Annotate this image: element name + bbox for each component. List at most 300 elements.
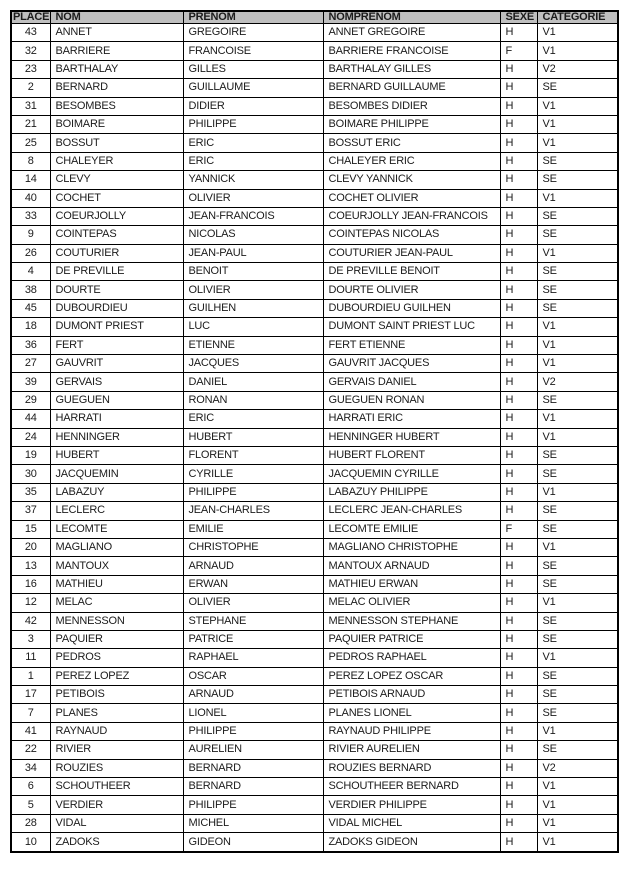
cell-sexe: H (500, 446, 537, 464)
cell-place: 36 (11, 336, 50, 354)
cell-place: 2 (11, 79, 50, 97)
cell-categorie: SE (537, 299, 618, 317)
cell-categorie: V1 (537, 538, 618, 556)
cell-categorie: SE (537, 281, 618, 299)
cell-prenom: BENOIT (183, 263, 323, 281)
cell-place: 30 (11, 465, 50, 483)
cell-sexe: H (500, 115, 537, 133)
cell-place: 19 (11, 446, 50, 464)
cell-nom: GERVAIS (50, 373, 183, 391)
cell-prenom: BERNARD (183, 778, 323, 796)
cell-categorie: SE (537, 557, 618, 575)
cell-nom: MANTOUX (50, 557, 183, 575)
table-row (11, 207, 618, 225)
cell-place: 1 (11, 667, 50, 685)
cell-categorie: SE (537, 171, 618, 189)
cell-place: 32 (11, 42, 50, 60)
table-row (11, 299, 618, 317)
table-row (11, 24, 618, 42)
cell-categorie: SE (537, 263, 618, 281)
cell-sexe: H (500, 281, 537, 299)
cell-nomprenom: ZADOKS GIDEON (323, 833, 500, 852)
table-row (11, 538, 618, 556)
cell-categorie: V2 (537, 373, 618, 391)
cell-prenom: ARNAUD (183, 557, 323, 575)
cell-place: 8 (11, 152, 50, 170)
cell-place: 43 (11, 24, 50, 42)
cell-categorie: SE (537, 226, 618, 244)
table-row (11, 704, 618, 722)
cell-categorie: SE (537, 704, 618, 722)
cell-place: 38 (11, 281, 50, 299)
cell-prenom: AURELIEN (183, 741, 323, 759)
column-header-categorie: CATEGORIE (537, 11, 618, 24)
cell-nom: PETIBOIS (50, 686, 183, 704)
cell-categorie: SE (537, 630, 618, 648)
cell-sexe: H (500, 759, 537, 777)
cell-nom: HUBERT (50, 446, 183, 464)
cell-nom: GAUVRIT (50, 355, 183, 373)
table-row (11, 649, 618, 667)
cell-prenom: FLORENT (183, 446, 323, 464)
column-header-prenom: PRENOM (183, 11, 323, 24)
cell-sexe: H (500, 171, 537, 189)
cell-sexe: H (500, 814, 537, 832)
cell-place: 21 (11, 115, 50, 133)
cell-nomprenom: VERDIER PHILIPPE (323, 796, 500, 814)
cell-categorie: V2 (537, 759, 618, 777)
cell-sexe: H (500, 152, 537, 170)
cell-categorie: V1 (537, 796, 618, 814)
cell-nom: CLEVY (50, 171, 183, 189)
cell-nom: CHALEYER (50, 152, 183, 170)
cell-categorie: SE (537, 446, 618, 464)
cell-prenom: RAPHAEL (183, 649, 323, 667)
table-row (11, 318, 618, 336)
table-row (11, 833, 618, 852)
cell-prenom: OLIVIER (183, 189, 323, 207)
cell-categorie: SE (537, 667, 618, 685)
table-row (11, 759, 618, 777)
cell-nomprenom: HUBERT FLORENT (323, 446, 500, 464)
cell-place: 44 (11, 410, 50, 428)
cell-prenom: ETIENNE (183, 336, 323, 354)
table-row (11, 115, 618, 133)
cell-nom: BARRIERE (50, 42, 183, 60)
cell-prenom: STEPHANE (183, 612, 323, 630)
cell-nom: LABAZUY (50, 483, 183, 501)
cell-place: 26 (11, 244, 50, 262)
cell-place: 9 (11, 226, 50, 244)
cell-sexe: H (500, 557, 537, 575)
cell-prenom: PHILIPPE (183, 796, 323, 814)
table-row (11, 686, 618, 704)
cell-nomprenom: PAQUIER PATRICE (323, 630, 500, 648)
cell-prenom: ERIC (183, 134, 323, 152)
cell-nom: PEDROS (50, 649, 183, 667)
cell-sexe: H (500, 189, 537, 207)
cell-nomprenom: HARRATI ERIC (323, 410, 500, 428)
cell-nomprenom: CLEVY YANNICK (323, 171, 500, 189)
cell-nom: BOIMARE (50, 115, 183, 133)
cell-nomprenom: LABAZUY PHILIPPE (323, 483, 500, 501)
cell-categorie: V1 (537, 244, 618, 262)
cell-nom: MELAC (50, 594, 183, 612)
cell-prenom: JEAN-PAUL (183, 244, 323, 262)
cell-prenom: LIONEL (183, 704, 323, 722)
cell-prenom: ERIC (183, 152, 323, 170)
cell-categorie: SE (537, 79, 618, 97)
cell-categorie: SE (537, 502, 618, 520)
cell-place: 5 (11, 796, 50, 814)
cell-nomprenom: JACQUEMIN CYRILLE (323, 465, 500, 483)
cell-nom: PAQUIER (50, 630, 183, 648)
cell-nomprenom: VIDAL MICHEL (323, 814, 500, 832)
cell-sexe: H (500, 299, 537, 317)
cell-place: 39 (11, 373, 50, 391)
cell-sexe: H (500, 263, 537, 281)
cell-nomprenom: PLANES LIONEL (323, 704, 500, 722)
cell-place: 35 (11, 483, 50, 501)
cell-place: 24 (11, 428, 50, 446)
cell-nom: HENNINGER (50, 428, 183, 446)
cell-categorie: SE (537, 465, 618, 483)
cell-place: 45 (11, 299, 50, 317)
cell-sexe: H (500, 667, 537, 685)
cell-sexe: H (500, 465, 537, 483)
cell-sexe: H (500, 134, 537, 152)
cell-sexe: H (500, 833, 537, 852)
table-row (11, 355, 618, 373)
column-header-nom: NOM (50, 11, 183, 24)
cell-prenom: GIDEON (183, 833, 323, 852)
cell-prenom: PATRICE (183, 630, 323, 648)
cell-nom: MATHIEU (50, 575, 183, 593)
cell-nomprenom: GERVAIS DANIEL (323, 373, 500, 391)
cell-nom: VIDAL (50, 814, 183, 832)
cell-sexe: F (500, 42, 537, 60)
cell-sexe: H (500, 594, 537, 612)
cell-prenom: LUC (183, 318, 323, 336)
table-row (11, 630, 618, 648)
cell-prenom: GILLES (183, 60, 323, 78)
table-row (11, 502, 618, 520)
cell-categorie: SE (537, 612, 618, 630)
cell-nomprenom: ANNET GREGOIRE (323, 24, 500, 42)
cell-nom: LECOMTE (50, 520, 183, 538)
cell-prenom: CHRISTOPHE (183, 538, 323, 556)
cell-categorie: V1 (537, 410, 618, 428)
cell-place: 6 (11, 778, 50, 796)
cell-prenom: JEAN-FRANCOIS (183, 207, 323, 225)
cell-place: 11 (11, 649, 50, 667)
cell-sexe: H (500, 410, 537, 428)
cell-categorie: V1 (537, 814, 618, 832)
cell-place: 12 (11, 594, 50, 612)
cell-nom: RIVIER (50, 741, 183, 759)
cell-nom: DUBOURDIEU (50, 299, 183, 317)
cell-sexe: H (500, 318, 537, 336)
cell-nom: SCHOUTHEER (50, 778, 183, 796)
table-body (11, 24, 618, 853)
cell-sexe: H (500, 722, 537, 740)
cell-nomprenom: PEDROS RAPHAEL (323, 649, 500, 667)
cell-nom: GUEGUEN (50, 391, 183, 409)
cell-nomprenom: MENNESSON STEPHANE (323, 612, 500, 630)
cell-prenom: JACQUES (183, 355, 323, 373)
cell-sexe: H (500, 538, 537, 556)
cell-place: 13 (11, 557, 50, 575)
cell-nomprenom: DUMONT SAINT PRIEST LUC (323, 318, 500, 336)
table-row (11, 263, 618, 281)
cell-categorie: V1 (537, 833, 618, 852)
cell-prenom: OLIVIER (183, 594, 323, 612)
cell-sexe: H (500, 428, 537, 446)
cell-place: 7 (11, 704, 50, 722)
table-row (11, 575, 618, 593)
cell-nom: BOSSUT (50, 134, 183, 152)
cell-sexe: H (500, 741, 537, 759)
cell-nom: VERDIER (50, 796, 183, 814)
cell-nomprenom: BESOMBES DIDIER (323, 97, 500, 115)
cell-sexe: H (500, 60, 537, 78)
table-row (11, 410, 618, 428)
column-header-sexe: SEXE (500, 11, 537, 24)
cell-sexe: H (500, 686, 537, 704)
cell-sexe: H (500, 391, 537, 409)
table-row (11, 60, 618, 78)
cell-sexe: H (500, 612, 537, 630)
table-row (11, 171, 618, 189)
cell-nomprenom: DOURTE OLIVIER (323, 281, 500, 299)
cell-prenom: DIDIER (183, 97, 323, 115)
cell-sexe: H (500, 704, 537, 722)
table-row (11, 796, 618, 814)
cell-place: 27 (11, 355, 50, 373)
cell-sexe: H (500, 483, 537, 501)
cell-prenom: MICHEL (183, 814, 323, 832)
cell-sexe: H (500, 575, 537, 593)
cell-prenom: OSCAR (183, 667, 323, 685)
table-head (11, 11, 618, 24)
cell-categorie: V1 (537, 483, 618, 501)
cell-nom: ROUZIES (50, 759, 183, 777)
cell-nomprenom: SCHOUTHEER BERNARD (323, 778, 500, 796)
cell-prenom: GUILLAUME (183, 79, 323, 97)
table-row (11, 814, 618, 832)
cell-sexe: H (500, 244, 537, 262)
cell-sexe: F (500, 520, 537, 538)
cell-place: 17 (11, 686, 50, 704)
table-row (11, 97, 618, 115)
cell-sexe: H (500, 24, 537, 42)
table-row (11, 741, 618, 759)
cell-place: 20 (11, 538, 50, 556)
cell-categorie: SE (537, 520, 618, 538)
cell-place: 16 (11, 575, 50, 593)
cell-place: 18 (11, 318, 50, 336)
cell-categorie: SE (537, 391, 618, 409)
cell-nomprenom: GAUVRIT JACQUES (323, 355, 500, 373)
cell-place: 37 (11, 502, 50, 520)
cell-sexe: H (500, 778, 537, 796)
cell-sexe: H (500, 336, 537, 354)
cell-categorie: V1 (537, 134, 618, 152)
cell-nom: HARRATI (50, 410, 183, 428)
cell-nomprenom: DE PREVILLE BENOIT (323, 263, 500, 281)
cell-prenom: PHILIPPE (183, 483, 323, 501)
cell-categorie: SE (537, 575, 618, 593)
column-header-place: PLACE (13, 11, 50, 23)
cell-nom: BERNARD (50, 79, 183, 97)
cell-nomprenom: MELAC OLIVIER (323, 594, 500, 612)
cell-prenom: PHILIPPE (183, 115, 323, 133)
cell-categorie: V1 (537, 42, 618, 60)
cell-nom: COEURJOLLY (50, 207, 183, 225)
cell-nom: COUTURIER (50, 244, 183, 262)
cell-nom: MAGLIANO (50, 538, 183, 556)
cell-place: 42 (11, 612, 50, 630)
table-row (11, 483, 618, 501)
cell-place: 15 (11, 520, 50, 538)
cell-prenom: BERNARD (183, 759, 323, 777)
cell-categorie: V2 (537, 60, 618, 78)
cell-place: 31 (11, 97, 50, 115)
cell-nomprenom: FERT ETIENNE (323, 336, 500, 354)
cell-place: 33 (11, 207, 50, 225)
table-row (11, 336, 618, 354)
cell-prenom: GUILHEN (183, 299, 323, 317)
cell-place: 41 (11, 722, 50, 740)
cell-prenom: JEAN-CHARLES (183, 502, 323, 520)
cell-nomprenom: COINTEPAS NICOLAS (323, 226, 500, 244)
cell-categorie: V1 (537, 97, 618, 115)
cell-categorie: V1 (537, 594, 618, 612)
table-row (11, 226, 618, 244)
cell-nom: DE PREVILLE (50, 263, 183, 281)
column-header-nomprenom: NOMPRENOM (323, 11, 500, 24)
cell-sexe: H (500, 649, 537, 667)
cell-sexe: H (500, 97, 537, 115)
table-row (11, 79, 618, 97)
cell-nomprenom: BARRIERE FRANCOISE (323, 42, 500, 60)
cell-place: 4 (11, 263, 50, 281)
cell-nomprenom: LECLERC JEAN-CHARLES (323, 502, 500, 520)
cell-nom: RAYNAUD (50, 722, 183, 740)
cell-nom: JACQUEMIN (50, 465, 183, 483)
cell-nomprenom: MANTOUX ARNAUD (323, 557, 500, 575)
cell-nomprenom: BARTHALAY GILLES (323, 60, 500, 78)
cell-prenom: HUBERT (183, 428, 323, 446)
cell-categorie: V1 (537, 649, 618, 667)
cell-nomprenom: PETIBOIS ARNAUD (323, 686, 500, 704)
table-row (11, 189, 618, 207)
table-row (11, 778, 618, 796)
cell-sexe: H (500, 355, 537, 373)
cell-nom: DUMONT PRIEST (50, 318, 183, 336)
table-row (11, 428, 618, 446)
cell-nom: PEREZ LOPEZ (50, 667, 183, 685)
cell-prenom: PHILIPPE (183, 722, 323, 740)
cell-place: 23 (11, 60, 50, 78)
cell-nomprenom: HENNINGER HUBERT (323, 428, 500, 446)
table-header-row (11, 11, 618, 24)
cell-sexe: H (500, 207, 537, 225)
cell-nom: ANNET (50, 24, 183, 42)
cell-sexe: H (500, 502, 537, 520)
cell-sexe: H (500, 796, 537, 814)
table-row (11, 594, 618, 612)
table-row (11, 465, 618, 483)
cell-categorie: V1 (537, 24, 618, 42)
cell-categorie: SE (537, 741, 618, 759)
cell-nom: PLANES (50, 704, 183, 722)
cell-categorie: V1 (537, 336, 618, 354)
table-row (11, 667, 618, 685)
table-row (11, 281, 618, 299)
cell-nom: LECLERC (50, 502, 183, 520)
cell-categorie: SE (537, 686, 618, 704)
cell-sexe: H (500, 630, 537, 648)
cell-categorie: SE (537, 207, 618, 225)
cell-nomprenom: MAGLIANO CHRISTOPHE (323, 538, 500, 556)
cell-place: 40 (11, 189, 50, 207)
cell-nom: BESOMBES (50, 97, 183, 115)
cell-place: 34 (11, 759, 50, 777)
cell-nomprenom: MATHIEU ERWAN (323, 575, 500, 593)
cell-prenom: GREGOIRE (183, 24, 323, 42)
table-row (11, 134, 618, 152)
cell-nomprenom: COEURJOLLY JEAN-FRANCOIS (323, 207, 500, 225)
table-row (11, 520, 618, 538)
cell-nomprenom: RIVIER AURELIEN (323, 741, 500, 759)
cell-prenom: OLIVIER (183, 281, 323, 299)
cell-prenom: NICOLAS (183, 226, 323, 244)
cell-place: 10 (11, 833, 50, 852)
cell-categorie: V1 (537, 355, 618, 373)
table-row (11, 391, 618, 409)
table-row (11, 557, 618, 575)
cell-sexe: H (500, 373, 537, 391)
table-row (11, 446, 618, 464)
cell-prenom: FRANCOISE (183, 42, 323, 60)
cell-place: 25 (11, 134, 50, 152)
table-row (11, 42, 618, 60)
cell-sexe: H (500, 79, 537, 97)
cell-categorie: SE (537, 152, 618, 170)
cell-nom: DOURTE (50, 281, 183, 299)
cell-nomprenom: DUBOURDIEU GUILHEN (323, 299, 500, 317)
table-row (11, 152, 618, 170)
table-row (11, 373, 618, 391)
cell-prenom: RONAN (183, 391, 323, 409)
cell-nomprenom: GUEGUEN RONAN (323, 391, 500, 409)
table-row (11, 612, 618, 630)
cell-nom: ZADOKS (50, 833, 183, 852)
table-row (11, 244, 618, 262)
cell-nomprenom: CHALEYER ERIC (323, 152, 500, 170)
cell-nomprenom: BOIMARE PHILIPPE (323, 115, 500, 133)
cell-categorie: V1 (537, 428, 618, 446)
cell-place: 22 (11, 741, 50, 759)
cell-sexe: H (500, 226, 537, 244)
cell-nomprenom: BOSSUT ERIC (323, 134, 500, 152)
cell-nomprenom: LECOMTE EMILIE (323, 520, 500, 538)
cell-categorie: V1 (537, 115, 618, 133)
cell-prenom: DANIEL (183, 373, 323, 391)
cell-nom: COCHET (50, 189, 183, 207)
cell-nom: COINTEPAS (50, 226, 183, 244)
